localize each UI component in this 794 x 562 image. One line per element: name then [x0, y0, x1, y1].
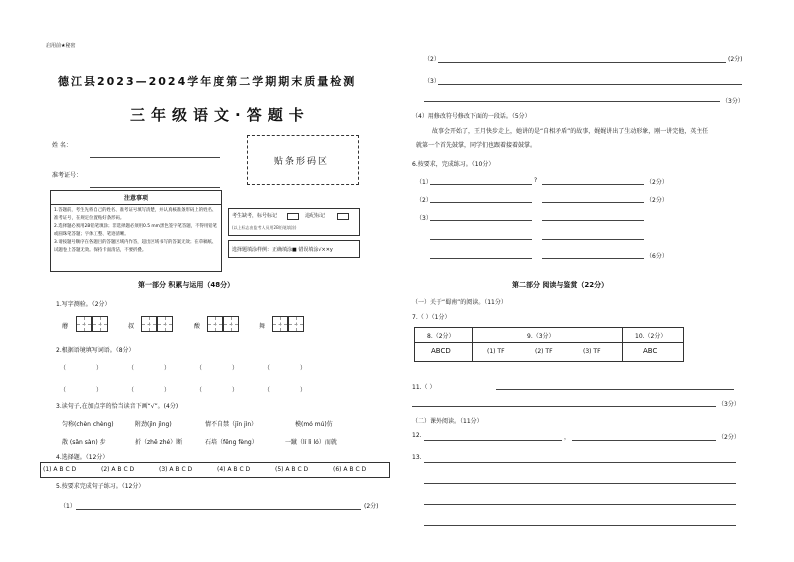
pinyin-item: 折（zhē zhé）断: [135, 439, 183, 446]
answer-line[interactable]: [496, 389, 734, 390]
paren-open: （: [196, 365, 203, 372]
answer-line[interactable]: [430, 202, 532, 203]
answer-line[interactable]: [438, 84, 742, 85]
pinyin-item: 模(mó mú)仿: [295, 421, 333, 428]
card-title: 三年级语文·答题卡: [130, 106, 310, 124]
answer-line[interactable]: [542, 184, 644, 185]
absent-box: [228, 208, 360, 236]
answer-table: [414, 327, 684, 362]
exam-title: 德江县2023—2024学年度第二学期期末质量检测: [58, 75, 357, 88]
score-label: (2分): [728, 56, 743, 63]
answer-line[interactable]: [76, 509, 361, 510]
table-header: 9.（3分）: [527, 333, 555, 340]
answer-line[interactable]: [542, 220, 644, 221]
notes-box: [50, 190, 222, 272]
score-label: (2分): [364, 503, 379, 510]
name-field[interactable]: [90, 157, 220, 158]
choice-option[interactable]: (4) A B C D: [217, 466, 251, 473]
choice-option[interactable]: ABCD: [431, 347, 451, 355]
q4b-label: （4）用修改符号修改下面的一段话。（5分）: [412, 113, 531, 120]
q4-label: 4.选择题。（12分）: [56, 454, 109, 461]
r3-label: （3）: [424, 78, 440, 85]
q13-label: 13.: [412, 454, 422, 461]
paren-close: ）: [232, 387, 239, 394]
answer-line[interactable]: [572, 440, 716, 441]
pinyin-item: 散 (sǎn sàn) 步: [62, 439, 106, 446]
score-label: （6分）: [646, 253, 668, 260]
answer-line[interactable]: [542, 202, 644, 203]
answer-line[interactable]: [424, 440, 562, 441]
violation-label: 违纪标记: [305, 213, 326, 219]
answer-line[interactable]: [430, 220, 532, 221]
violation-checkbox[interactable]: [337, 213, 349, 220]
score-label: （2分）: [646, 197, 668, 204]
writing-grid[interactable]: [76, 316, 92, 332]
choice-option[interactable]: (6) A B C D: [333, 466, 367, 473]
q1-label: 1.写字测验。（2分）: [56, 301, 111, 308]
q1-char: 叔: [128, 323, 135, 330]
answer-line[interactable]: [424, 525, 736, 526]
writing-grid[interactable]: [92, 316, 108, 332]
answer-line[interactable]: [424, 483, 736, 484]
q1-char: 酸: [194, 323, 201, 330]
paren-open: （: [264, 365, 271, 372]
paren-open: （: [60, 387, 67, 394]
section2-label: （二）课外阅读。（11分）: [412, 418, 483, 425]
paren-close: ）: [300, 387, 307, 394]
secret-label: 启用前★秘密: [46, 43, 76, 49]
answer-line[interactable]: [430, 239, 532, 240]
section1-label: （一）关于“蜀南”的阅读。（11分）: [412, 299, 507, 306]
paren-close: ）: [300, 365, 307, 372]
notes-item: 1.答题前，考生先将自己的姓名、准考证号填写清楚，并认真核准条形码上的姓名、准考证号，在规定位置贴好条形码。: [54, 208, 217, 221]
paren-open: （: [196, 387, 203, 394]
choice-option[interactable]: (5) A B C D: [275, 466, 309, 473]
fill-example: 选择题填涂样例：正确填涂■ 错误填涂√×✕y: [232, 247, 333, 253]
answer-line[interactable]: [424, 462, 736, 463]
q6-3-label: （3）: [416, 215, 432, 222]
id-field[interactable]: [90, 187, 220, 188]
answer-line[interactable]: [438, 62, 726, 63]
q7-label: 7.（ ）（1分）: [412, 314, 451, 321]
paren-close: ）: [96, 365, 103, 372]
part2-title: 第二部分 阅读与鉴赏（22分）: [512, 281, 609, 289]
q1-char: 蘑: [62, 323, 69, 330]
q5-1-label: （1）: [60, 503, 76, 510]
passage-line: 就第一个首先鼓掌，同学们也跟着接着鼓掌。: [416, 142, 537, 149]
paren-open: （: [128, 365, 135, 372]
barcode-area: [247, 135, 359, 185]
comma: ，: [564, 434, 571, 441]
score-label: （2分）: [646, 179, 668, 186]
paren-close: ）: [96, 387, 103, 394]
marks-note: (以上标志由监考人员用2B铅笔填涂): [232, 225, 297, 230]
pinyin-item: 匀称(chèn chèng): [62, 421, 114, 428]
choice-option[interactable]: (2) TF: [535, 348, 553, 355]
choice-option[interactable]: (3) TF: [583, 348, 601, 355]
writing-grid[interactable]: [288, 316, 304, 332]
choice-row: [40, 462, 390, 478]
answer-line[interactable]: [542, 239, 644, 240]
pinyin-item: 情不自禁（jīn jìn）: [205, 421, 258, 428]
paren-open: （: [128, 387, 135, 394]
answer-line[interactable]: [424, 101, 720, 102]
passage-line: 故事会开始了，王月快步走上，她讲的是“自相矛盾”的故事，娓娓讲出了生动形象，刚一讲完他，英主任: [432, 128, 709, 135]
id-label: 准考证号：: [52, 172, 83, 179]
paren-close: ）: [164, 365, 171, 372]
q5-label: 5.按要求完成句子练习。（12分）: [56, 483, 145, 490]
part1-title: 第一部分 积累与运用（48分）: [138, 281, 235, 289]
q6-2-label: （2）: [416, 197, 432, 204]
answer-line[interactable]: [430, 184, 532, 185]
choice-option[interactable]: ABC: [643, 347, 658, 355]
notes-item: 3.请按题号顺序在各题目的答题区域内作答，超出区域书写的答案无效；在草稿纸、试题卷上答题无效。保持卡面清洁，不要折叠。: [54, 240, 217, 253]
score-label: （3分）: [722, 98, 744, 105]
q6-1-label: （1）: [416, 179, 432, 186]
q3-label: 3.读句子,在加点字的恰当读音下画“√”。(4分): [56, 403, 179, 410]
score-label: （3分）: [718, 401, 740, 408]
choice-option[interactable]: (3) A B C D: [159, 466, 193, 473]
writing-grid[interactable]: [141, 316, 157, 332]
notes-title: 注意事项: [51, 191, 221, 205]
score-label: （2分）: [718, 434, 740, 441]
fill-example-box: [228, 240, 360, 258]
barcode-label: 贴条形码区: [274, 157, 330, 167]
absent-checkbox[interactable]: [287, 213, 299, 220]
paren-close: ）: [232, 365, 239, 372]
choice-option[interactable]: (1) TF: [487, 348, 505, 355]
q6-label: 6.按要求，完成练习。（10分）: [412, 161, 495, 168]
pinyin-item: 附劲(jìn jìng): [135, 421, 172, 428]
paren-close: ）: [164, 387, 171, 394]
absent-label: 考生缺考，标号标记: [232, 213, 278, 219]
answer-line[interactable]: [430, 258, 532, 259]
table-header: 8.（2分）: [427, 333, 455, 340]
answer-line[interactable]: [542, 258, 644, 259]
writing-grid[interactable]: [157, 316, 173, 332]
name-label: 姓 名：: [52, 142, 72, 149]
answer-line[interactable]: [412, 406, 716, 407]
q1-char: 舞: [259, 323, 266, 330]
pinyin-item: 一蹴（lí lì ló）而就: [285, 439, 337, 446]
q2-label: 2.根据语境填写词语。（8分）: [56, 347, 135, 354]
question-mark: ?: [534, 177, 538, 184]
choice-option[interactable]: (2) A B C D: [101, 466, 135, 473]
q11-label: 11.（ ）: [412, 384, 436, 391]
paren-open: （: [264, 387, 271, 394]
writing-grid[interactable]: [223, 316, 239, 332]
notes-item: 2.选择题必须用2B铅笔填涂；非选择题必须用0.5 mm黑色签字笔答题，不得用铅笔或圆珠笔答题；字体工整、笔迹清晰。: [54, 224, 218, 237]
q12-label: 12.: [412, 432, 422, 439]
paren-open: （: [60, 365, 67, 372]
choice-option[interactable]: (1) A B C D: [43, 466, 77, 473]
writing-grid[interactable]: [272, 316, 288, 332]
writing-grid[interactable]: [207, 316, 223, 332]
table-header: 10.（2分）: [635, 333, 667, 340]
answer-line[interactable]: [424, 504, 736, 505]
r2-label: （2）: [424, 56, 440, 63]
pinyin-item: 石培（fēng fèng）: [205, 439, 258, 446]
